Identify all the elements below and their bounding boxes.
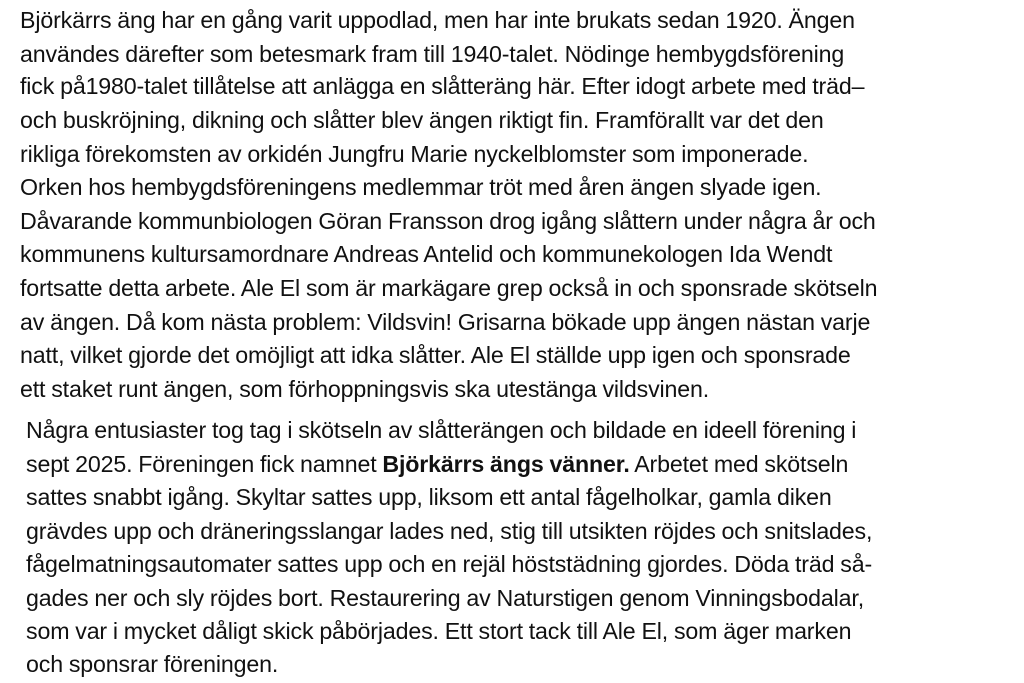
text-line: Orken hos hembygdsföreningens medlemmar tröt med åren ängen slyade igen. [20,174,822,200]
text-line: gades ner och sly röjdes bort. Restaurering av Naturstigen genom Vinningsbodalar, [26,585,864,611]
text-line: och sponsrar föreningen. [26,651,279,677]
text-line: fågelmatningsautomater sattes upp och en rejäl höststädning gjordes. Döda träd så- [26,551,873,577]
text-line: Några entusiaster tog tag i skötseln av slåtterängen och bildade en ideell förening i [26,417,857,443]
text-line: fortsatte detta arbete. Ale El som är markägare grep också in och sponsrade skötseln [20,275,878,301]
text-line: rikliga förekomsten av orkidén Jungfru Marie nyckelblomster som imponerade. [20,141,809,167]
text-line: av ängen. Då kom nästa problem: Vildsvin! Grisarna bökade upp ängen nästan varje [20,309,871,335]
text-line: natt, vilket gjorde det omöjligt att idka slåtter. Ale El ställde upp igen och sponsrade [20,342,851,368]
text-line: och buskröjning, dikning och slåtter blev ängen riktigt fin. Framförallt var det den [20,107,824,133]
text-span: Arbetet med skötseln [629,451,849,477]
text-line: användes därefter som betesmark fram till 1940-talet. Nödinge hembygdsförening [20,41,845,67]
text-line [26,453,848,476]
text-line: Dåvarande kommunbiologen Göran Fransson drog igång slåttern under några år och [20,208,876,234]
text-span: sept 2025. Föreningen fick namnet [26,451,383,477]
text-line: som var i mycket dåligt skick påbörjades. Ett stort tack till Ale El, som äger marken [26,618,852,644]
association-name: Björkärrs ängs vänner. [382,451,630,477]
text-line: Björkärrs äng har en gång varit uppodlad, men har inte brukats sedan 1920. Ängen [20,7,855,33]
text-line: grävdes upp och dräneringsslangar lades ned, stig till utsikten röjdes och snitslades, [26,518,873,544]
text-line: kommunens kultursamordnare Andreas Antelid och kommunekologen Ida Wendt [20,241,833,267]
text-line: fick på1980-talet tillåtelse att anlägga en slåtteräng här. Efter idogt arbete med träd– [20,73,865,99]
text-line: ett staket runt ängen, som förhoppningsvis ska utestänga vildsvinen. [20,376,710,402]
text-line: sattes snabbt igång. Skyltar sattes upp, liksom ett antal fågelholkar, gamla diken [26,484,832,510]
